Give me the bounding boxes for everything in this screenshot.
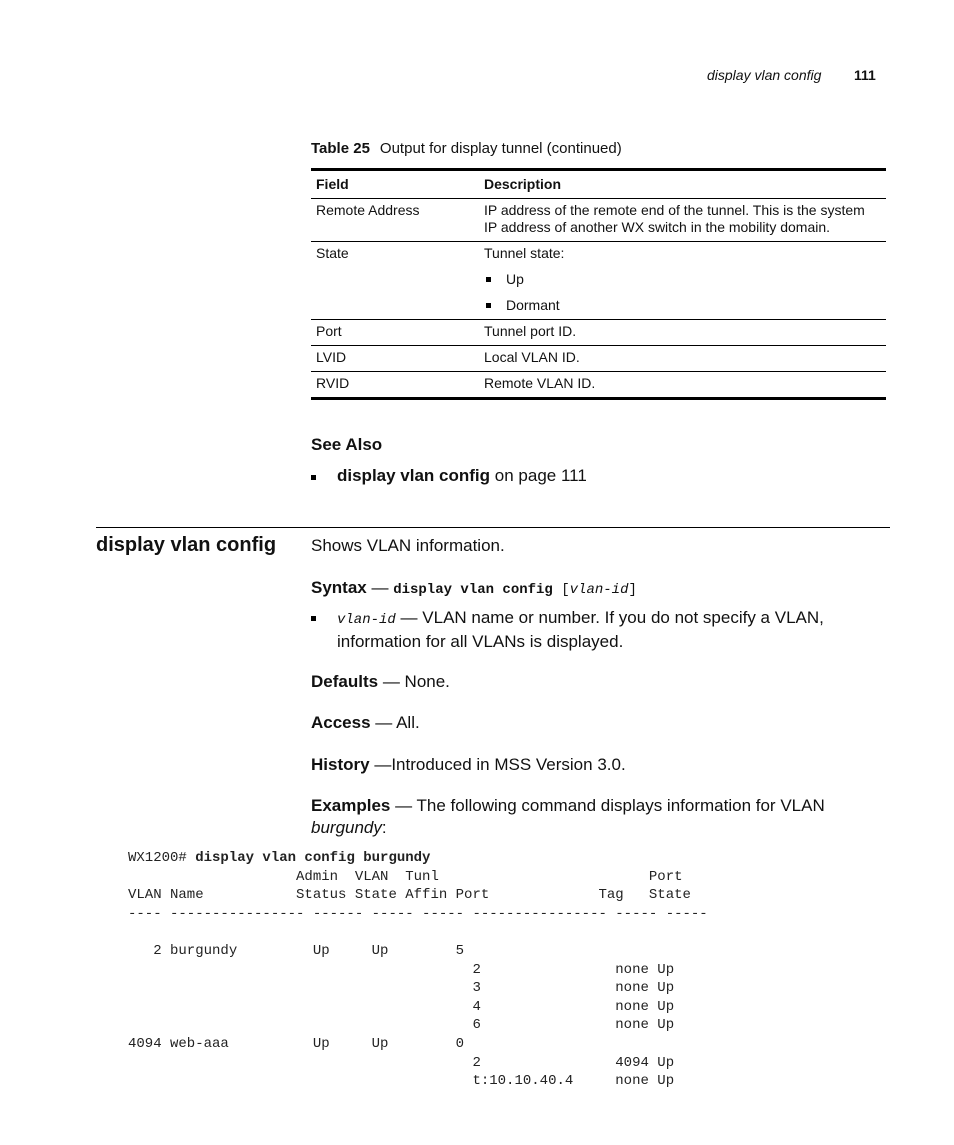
- param-item: [311, 607, 897, 653]
- syntax-command: display vlan config: [393, 582, 553, 598]
- description-cell: [479, 242, 886, 320]
- cli-prompt: WX1200#: [128, 850, 196, 866]
- param-description: — VLAN name or number. If you do not specify a VLAN, information for all VLANs is displayed.: [337, 608, 824, 651]
- access-text: — All.: [375, 713, 420, 732]
- table-caption-text: Output for display tunnel (continued): [379, 140, 622, 157]
- description-cell: IP address of the remote end of the tunnel. This is the system IP address of another WX switch in the mobility domain.: [484, 202, 865, 235]
- section-divider: [96, 527, 890, 528]
- cli-output-body: Admin VLAN Tunl Port VLAN Name Status State Affin Port Tag State ---- ---------------- ------ ----- ----- ---------------- ----- ----- 2 burgundy Up Up 5 2 none Up 3 none Up 4 none Up 6 none Up 4094 web-aaa Up Up 0 2 4094 Up t:10.10.40.4 none Up: [128, 868, 708, 1090]
- column-header-field: Field: [316, 176, 349, 192]
- examples-text: — The following command displays information for VLAN: [395, 796, 825, 815]
- field-cell: State: [316, 245, 349, 261]
- table-caption: [311, 140, 622, 157]
- description-cell: Local VLAN ID.: [484, 349, 580, 365]
- bullet-icon: [311, 475, 316, 480]
- history-text: —Introduced in MSS Version 3.0.: [374, 755, 626, 774]
- syntax-param: vlan-id: [569, 582, 629, 598]
- field-cell: LVID: [316, 349, 347, 365]
- table-header-row: [311, 170, 886, 199]
- table-caption-label: Table 25: [311, 140, 370, 157]
- bullet-icon: [311, 616, 316, 621]
- section-intro: Shows VLAN information.: [311, 536, 505, 555]
- description-cell: Remote VLAN ID.: [484, 375, 596, 391]
- see-also-heading: See Also: [311, 435, 383, 454]
- table-row: [311, 346, 886, 372]
- examples-vlan: burgundy: [311, 818, 382, 837]
- param-name: vlan-id: [337, 612, 396, 628]
- see-also-item: [311, 466, 587, 486]
- cli-output: [128, 849, 708, 1091]
- history-line: [311, 754, 881, 776]
- cli-command: display vlan config burgundy: [195, 850, 431, 866]
- access-label: Access: [311, 713, 371, 732]
- syntax-line: [311, 577, 881, 601]
- description-text: Tunnel state:: [484, 245, 565, 261]
- section-title: display vlan config: [96, 534, 277, 556]
- list-item: Dormant: [484, 297, 881, 314]
- page-number: 111: [854, 67, 876, 83]
- see-also-page-ref: on page 111: [494, 466, 587, 485]
- table-row: [311, 199, 886, 242]
- description-cell: Tunnel port ID.: [484, 323, 577, 339]
- table-row: [311, 320, 886, 346]
- examples-colon: :: [381, 818, 387, 837]
- field-description-table: [311, 168, 886, 400]
- syntax-bracket-open: [: [552, 582, 570, 598]
- field-cell: RVID: [316, 375, 350, 391]
- running-header-title: display vlan config: [707, 67, 822, 83]
- table-row: [311, 372, 886, 399]
- table-row: [311, 242, 886, 320]
- defaults-line: [311, 671, 881, 693]
- examples-line: [311, 795, 871, 839]
- syntax-dash: —: [366, 578, 394, 597]
- access-line: [311, 712, 881, 734]
- syntax-bracket-close: ]: [628, 582, 637, 598]
- defaults-text: — None.: [382, 672, 450, 691]
- see-also-link[interactable]: display vlan config: [337, 466, 491, 485]
- column-header-description: Description: [484, 176, 562, 192]
- list-item: Up: [484, 271, 881, 288]
- defaults-label: Defaults: [311, 672, 379, 691]
- examples-label: Examples: [311, 796, 391, 815]
- history-label: History: [311, 755, 370, 774]
- syntax-label: Syntax: [311, 578, 367, 597]
- state-list: [484, 271, 881, 314]
- field-cell: Port: [316, 323, 342, 339]
- field-cell: Remote Address: [316, 202, 420, 218]
